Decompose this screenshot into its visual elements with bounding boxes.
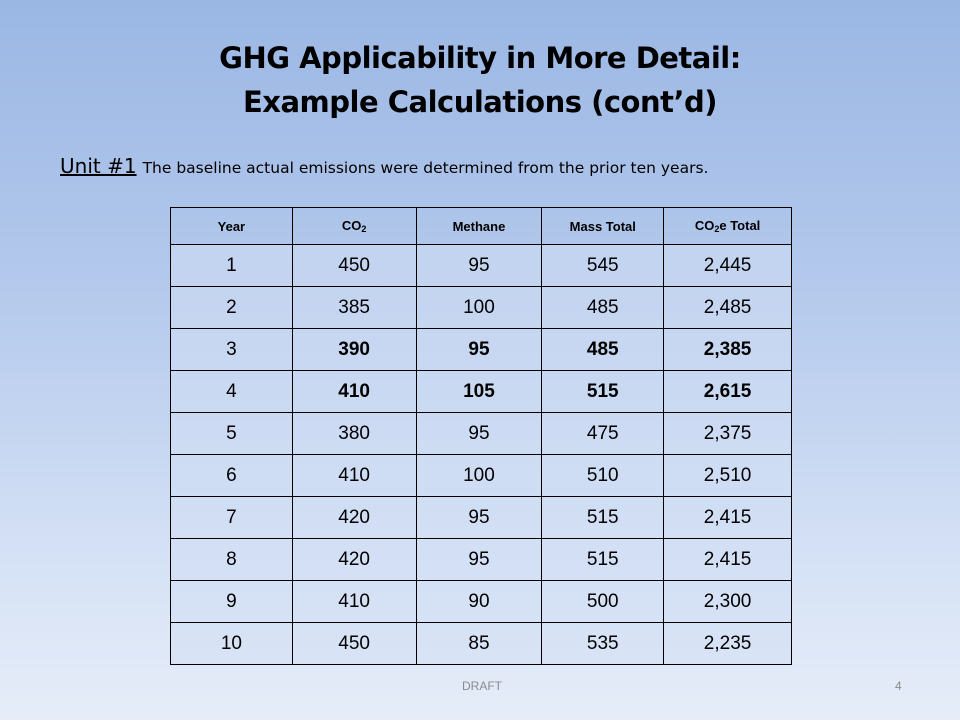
co2e-total-cell: 2,510: [664, 455, 792, 497]
header-co2: [292, 208, 416, 245]
mass-total-cell: 515: [542, 371, 664, 413]
baseline-description: The baseline actual emissions were determined from the prior ten years.: [142, 159, 709, 177]
mass-total-cell: 510: [542, 455, 664, 497]
methane-cell: 95: [416, 497, 542, 539]
header-methane: Methane: [416, 208, 542, 245]
co2e-total-cell: 2,415: [664, 539, 792, 581]
table-row: [171, 497, 792, 539]
mass-total-cell: 545: [542, 245, 664, 287]
header-mass-total: Mass Total: [542, 208, 664, 245]
header-co2-subscript: 2: [361, 224, 367, 234]
mass-total-cell: 485: [542, 287, 664, 329]
methane-cell: 95: [416, 329, 542, 371]
methane-cell: 90: [416, 581, 542, 623]
table-header-row: [171, 208, 792, 245]
co2e-total-cell: 2,445: [664, 245, 792, 287]
methane-cell: 95: [416, 413, 542, 455]
year-cell: 5: [171, 413, 293, 455]
table-body: [171, 245, 792, 665]
header-co2e-total: [664, 208, 792, 245]
header-co2-prefix: CO: [341, 218, 362, 233]
page-number: 4: [895, 679, 902, 693]
co2-cell: 450: [292, 245, 416, 287]
table-row: [171, 623, 792, 665]
unit-label: Unit #1: [60, 154, 137, 178]
co2-cell: 420: [292, 497, 416, 539]
methane-cell: 100: [416, 455, 542, 497]
methane-cell: 95: [416, 539, 542, 581]
year-cell: 2: [171, 287, 293, 329]
mass-total-cell: 500: [542, 581, 664, 623]
co2e-total-cell: 2,415: [664, 497, 792, 539]
co2e-total-cell: 2,375: [664, 413, 792, 455]
year-cell: 10: [171, 623, 293, 665]
table-row: [171, 329, 792, 371]
slide-title-line-2: Example Calculations (cont’d): [242, 85, 718, 119]
header-year: Year: [171, 208, 293, 245]
co2-cell: 390: [292, 329, 416, 371]
slide-title-line-1: GHG Applicability in More Detail:: [219, 41, 741, 75]
co2e-total-cell: 2,300: [664, 581, 792, 623]
co2-cell: 420: [292, 539, 416, 581]
co2-cell: 380: [292, 413, 416, 455]
mass-total-cell: 515: [542, 497, 664, 539]
year-cell: 8: [171, 539, 293, 581]
methane-cell: 100: [416, 287, 542, 329]
unit-description-line: [60, 154, 940, 178]
header-co2e-subscript: 2: [714, 224, 720, 234]
co2-cell: 410: [292, 581, 416, 623]
slide-title: [0, 36, 960, 124]
mass-total-cell: 485: [542, 329, 664, 371]
co2e-total-cell: 2,235: [664, 623, 792, 665]
year-cell: 4: [171, 371, 293, 413]
year-cell: 1: [171, 245, 293, 287]
year-cell: 7: [171, 497, 293, 539]
mass-total-cell: 475: [542, 413, 664, 455]
table-row: [171, 455, 792, 497]
year-cell: 6: [171, 455, 293, 497]
mass-total-cell: 535: [542, 623, 664, 665]
methane-cell: 85: [416, 623, 542, 665]
year-cell: 3: [171, 329, 293, 371]
table-row: [171, 413, 792, 455]
table-row: [171, 245, 792, 287]
co2-cell: 450: [292, 623, 416, 665]
draft-label: DRAFT: [462, 679, 502, 693]
mass-total-cell: 515: [542, 539, 664, 581]
emissions-table: [170, 207, 792, 665]
table-row: [171, 287, 792, 329]
header-co2e-prefix: CO: [694, 218, 715, 233]
co2-cell: 410: [292, 371, 416, 413]
year-cell: 9: [171, 581, 293, 623]
table-row: [171, 581, 792, 623]
co2e-total-cell: 2,385: [664, 329, 792, 371]
co2e-total-cell: 2,485: [664, 287, 792, 329]
table-row: [171, 371, 792, 413]
co2e-total-cell: 2,615: [664, 371, 792, 413]
methane-cell: 95: [416, 245, 542, 287]
methane-cell: 105: [416, 371, 542, 413]
co2-cell: 410: [292, 455, 416, 497]
header-co2e-suffix: e Total: [719, 218, 761, 233]
table-row: [171, 539, 792, 581]
co2-cell: 385: [292, 287, 416, 329]
